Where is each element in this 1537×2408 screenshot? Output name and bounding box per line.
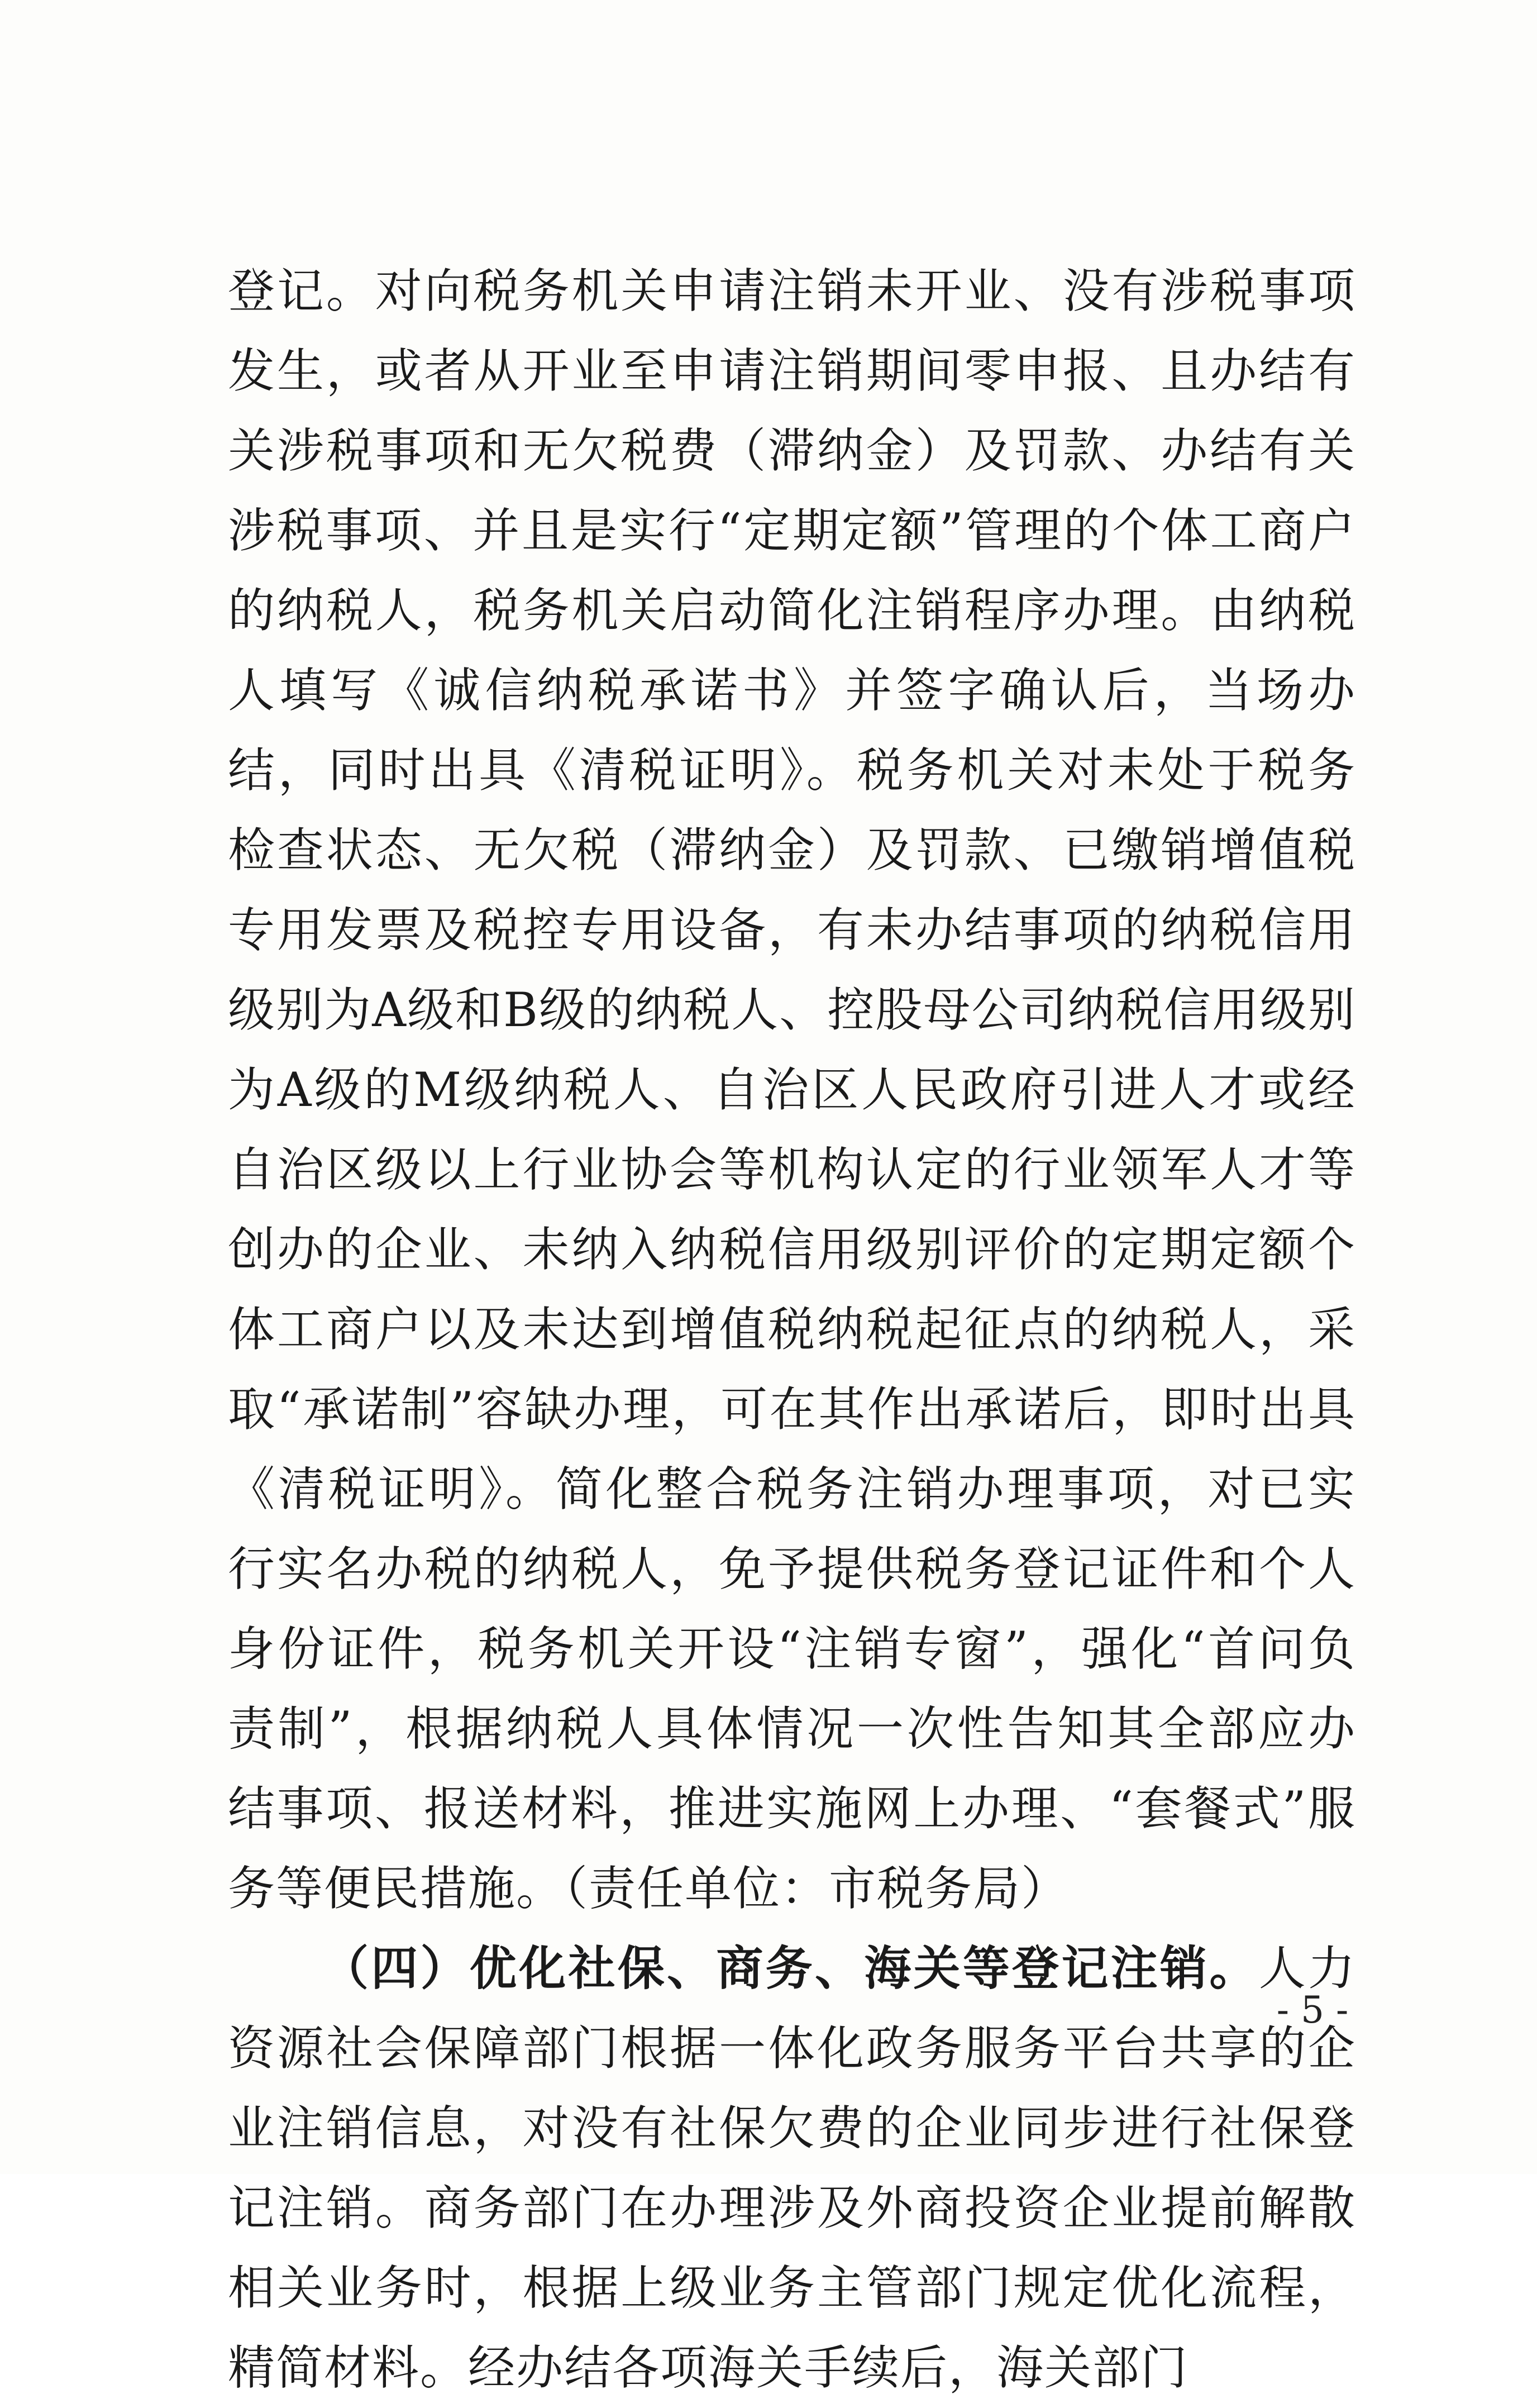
paragraph-tax-deregistration [228,251,1356,1929]
document-body [228,251,1356,2408]
paragraph-text: 登记。对向税务机关申请注销未开业、没有涉税事项发生，或者从开业至申请注销期间零申报、且办结有关涉税事项和无欠税费（滞纳金）及罚款、办结有关涉税事项、并且是实行“定期定额”管理的个体工商户的纳税人，税务机关启动简化注销程序办理。由纳税人填写《诚信纳税承诺书》并签字确认后，当场办结，同时出具《清税证明》。税务机关对未处于税务检查状态、无欠税（滞纳金）及罚款、已缴销增值税专用发票及税控专用设备，有未办结事项的纳税信用级别为A级和B级的纳税人、控股母公司纳税信用级别为A级的M级纳税人、自治区人民政府引进人才或经自治区级以上行业协会等机构认定的行业领军人才等创办的企业、未纳入纳税信用级别评价的定期定额个体工商户以及未达到增值税纳税起征点的纳税人，采取“承诺制”容缺办理，可在其作出承诺后，即时出具《清税证明》。简化整合税务注销办理事项，对已实行实名办税的纳税人，免予提供税务登记证件和个人身份证件，税务机关开设“注销专窗”，强化“首问负责制”，根据纳税人具体情况一次性告知其全部应办结事项、报送材料，推进实施网上办理、“套餐式”服务等便民措施。（责任单位：市税务局） [228,264,1356,1916]
paragraph-text: 人力资源社会保障部门根据一体化政务服务平台共享的企业注销信息，对没有社保欠费的企业同步进行社保登记注销。商务部门在办理涉及外商投资企业提前解散相关业务时，根据上级业务主管部门规定优化流程，精简材料。经办结各项海关手续后，海关部门 [228,1941,1356,2395]
paragraph-social-security-deregistration [228,1929,1356,2408]
section-heading: （四）优化社保、商务、海关等登记注销。 [322,1941,1259,1996]
page-number: - 5 - [1276,1989,1349,2032]
